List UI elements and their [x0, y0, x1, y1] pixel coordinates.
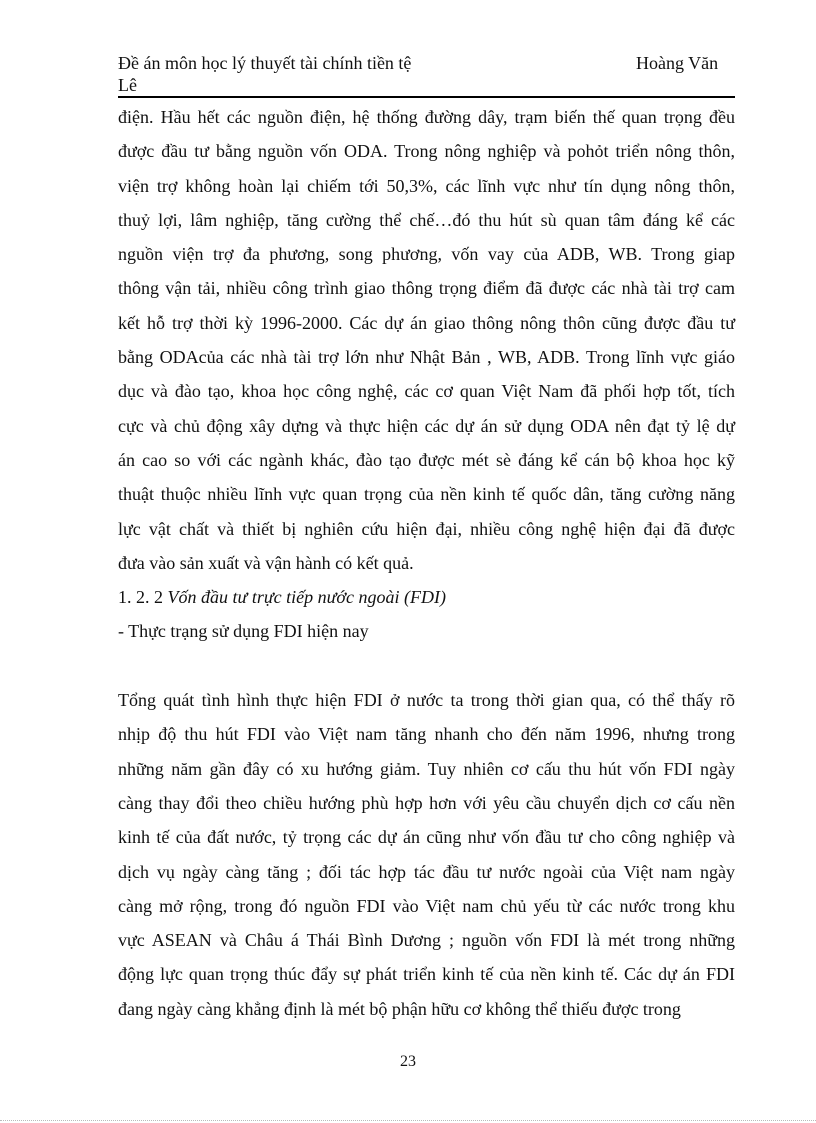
- text-line: nguồn viện trợ đa phương, song phương, vốn vay của ADB, WB. Trong giap: [118, 244, 735, 265]
- section-number: 1. 2. 2: [118, 587, 163, 608]
- header-title-line: Đề án môn học lý thuyết tài chính tiền tệ: [118, 53, 412, 73]
- text-line: nhịp độ thu hút FDI vào Việt nam tăng nhanh cho đến năm 1996, nhưng trong: [118, 724, 735, 745]
- section-title: Vốn đầu tư trực tiếp nước ngoài (FDI): [167, 587, 447, 608]
- text-line: thuỷ lợi, lâm nghiệp, tăng cường thể chế…đó thu hút sù quan tâm đáng kể các: [118, 209, 735, 230]
- header-author-last: Lê: [118, 75, 137, 95]
- text-line: Tổng quát tình hình thực hiện FDI ở nước ta trong thời gian qua, có thể thấy rõ: [118, 690, 735, 711]
- section-subheading: - Thực trạng sử dụng FDI hiện nay: [118, 621, 369, 642]
- page-number: 23: [400, 1053, 416, 1070]
- header-title: [118, 52, 411, 74]
- text-line: càng mở rộng, trong đó nguồn FDI vào Việt nam chủ yếu từ các nước trong khu: [118, 895, 735, 916]
- text-line: viện trợ không hoàn lại chiếm tới 50,3%, các lĩnh vực như tín dụng nông thôn,: [118, 175, 735, 196]
- text-line: án cao so với các ngành khác, đào tạo được mét sè đáng kể cán bộ khoa học kỹ: [118, 449, 735, 470]
- text-line: đưa vào sản xuất và vận hành có kết quả.: [118, 552, 414, 573]
- text-line: vực ASEAN và Châu á Thái Bình Dương ; nguồn vốn FDI là mét trong những: [118, 930, 735, 951]
- paragraph-fdi: [118, 683, 735, 1026]
- text-line: thông vận tải, nhiều công trình giao thông trọng điểm đã được các nhà tài trợ cam: [118, 278, 735, 299]
- paragraph-oda: [118, 100, 735, 580]
- text-line: đang ngày càng khẳng định là mét bộ phận hữu cơ không thể thiếu được trong: [118, 998, 681, 1019]
- blank-line: [118, 649, 735, 683]
- text-line: dịch vụ ngày càng tăng ; đối tác hợp tác đầu tư nước ngoài của Việt nam ngày: [118, 861, 735, 882]
- text-line: càng thay đổi theo chiều hướng phù hợp hơn với yêu cầu chuyển dịch cơ cấu nền: [118, 792, 735, 813]
- header-author-first: Hoàng Văn: [636, 53, 719, 73]
- document-body: [118, 100, 735, 1026]
- text-line: lực vật chất và thiết bị nghiên cứu hiện đại, nhiều công nghệ hiện đại đã được: [118, 518, 735, 539]
- text-line: dục và đào tạo, khoa học công nghệ, các cơ quan Việt Nam đã phối hợp tốt, tích: [118, 381, 735, 402]
- text-line: bằng ODAcủa các nhà tài trợ lớn như Nhật Bản , WB, ADB. Trong lĩnh vực giáo: [118, 347, 735, 368]
- text-line: những năm gần đây có xu hướng giảm. Tuy nhiên cơ cấu thu hút vốn FDI ngày: [118, 758, 735, 779]
- text-line: động lực quan trọng thúc đẩy sự phát triển kinh tế của nền kinh tế. Các dự án FDI: [118, 964, 735, 985]
- text-line: thuật thuộc nhiều lĩnh vực quan trọng của nền kinh tế quốc dân, tăng cường năng: [118, 484, 735, 505]
- text-line: kinh tế của đất nước, tỷ trọng các dự án cũng như vốn đầu tư cho công nghiệp và: [118, 827, 735, 848]
- section-heading: [118, 580, 735, 614]
- text-line: được đầu tư bằng nguồn vốn ODA. Trong nông nghiệp và pohỏt triển nông thôn,: [118, 141, 735, 162]
- header-rule: [118, 96, 735, 98]
- text-line: điện. Hầu hết các nguồn điện, hệ thống đường dây, trạm biến thế quan trọng đều: [118, 107, 735, 127]
- text-line: kết hỗ trợ thời kỳ 1996-2000. Các dự án giao thông nông thôn cũng được đầu tư: [118, 312, 735, 333]
- page-bottom-border: [0, 1120, 816, 1121]
- text-line: cực và chủ động xây dựng và thực hiện các dự án sử dụng ODA nên đạt tỷ lệ dự: [118, 415, 735, 436]
